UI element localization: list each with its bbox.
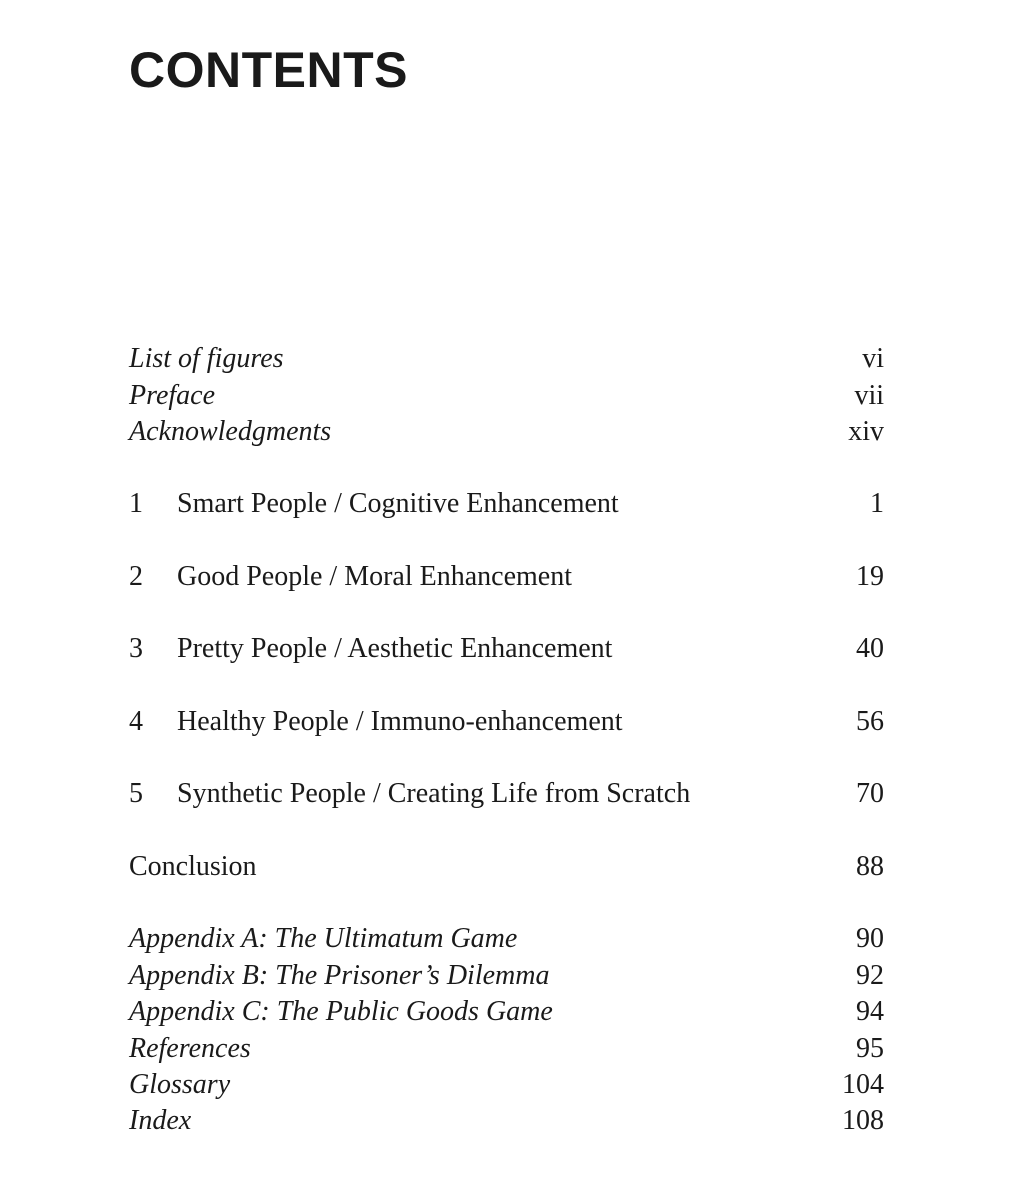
toc-chapter-5[interactable]: [129, 776, 884, 812]
chapter-title: Smart People / Cognitive Enhancement: [177, 488, 619, 519]
toc-entry-glossary[interactable]: [129, 1067, 884, 1103]
chapter-title: Good People / Moral Enhancement: [177, 561, 573, 592]
chapter-title: Synthetic People / Creating Life from Scratch: [177, 778, 691, 809]
toc-entry-label: Appendix B: The Prisoner’s Dilemma: [129, 960, 550, 991]
toc-entry-page: 94: [856, 996, 884, 1027]
chapter-title: Healthy People / Immuno-enhancement: [177, 706, 623, 737]
chapter-number: 3: [129, 633, 143, 664]
toc-entry-page: xiv: [848, 416, 884, 447]
toc-entry-label: Index: [129, 1105, 192, 1136]
toc-entry-label: Appendix C: The Public Goods Game: [129, 996, 553, 1027]
toc-entry-appendix-b[interactable]: [129, 958, 884, 994]
toc-entry-page: 1: [870, 488, 884, 519]
toc-chapter-1[interactable]: [129, 486, 884, 522]
toc-entry-references[interactable]: [129, 1031, 884, 1067]
toc-chapter-3[interactable]: [129, 631, 884, 667]
toc-entry-page: vii: [854, 380, 884, 411]
toc-entry-appendix-c[interactable]: [129, 994, 884, 1030]
toc-entry-index[interactable]: [129, 1103, 884, 1139]
toc-entry-page: 56: [856, 706, 884, 737]
chapter-number: 4: [129, 706, 143, 737]
toc-chapter-4[interactable]: [129, 704, 884, 740]
toc-entry-list-of-figures[interactable]: [129, 341, 884, 377]
toc-entry-label: Conclusion: [129, 851, 257, 882]
toc-entry-label: References: [129, 1033, 251, 1064]
toc-entry-appendix-a[interactable]: [129, 921, 884, 957]
toc-entry-page: 88: [856, 851, 884, 882]
toc-entry-page: 108: [842, 1105, 884, 1136]
toc-chapter-2[interactable]: [129, 559, 884, 595]
page-title: CONTENTS: [129, 42, 408, 98]
toc-entry-label: List of figures: [129, 343, 284, 374]
toc-entry-page: 19: [856, 561, 884, 592]
toc-entry-page: 90: [856, 923, 884, 954]
toc-entry-conclusion[interactable]: [129, 849, 884, 885]
toc-entry-page: 40: [856, 633, 884, 664]
toc-entry-page: 95: [856, 1033, 884, 1064]
toc-entry-page: 92: [856, 960, 884, 991]
chapter-title: Pretty People / Aesthetic Enhancement: [177, 633, 613, 664]
toc-entry-preface[interactable]: [129, 378, 884, 414]
toc-entry-page: 104: [842, 1069, 884, 1100]
chapter-number: 2: [129, 561, 143, 592]
chapter-number: 1: [129, 488, 143, 519]
toc-entry-page: vi: [862, 343, 884, 374]
toc-entry-label: Glossary: [129, 1069, 231, 1100]
chapter-number: 5: [129, 778, 143, 809]
toc-entry-label: Appendix A: The Ultimatum Game: [129, 923, 518, 954]
toc-entry-acknowledgments[interactable]: [129, 414, 884, 450]
toc-entry-label: Acknowledgments: [129, 416, 332, 447]
toc-entry-label: Preface: [129, 380, 216, 411]
toc-entry-page: 70: [856, 778, 884, 809]
